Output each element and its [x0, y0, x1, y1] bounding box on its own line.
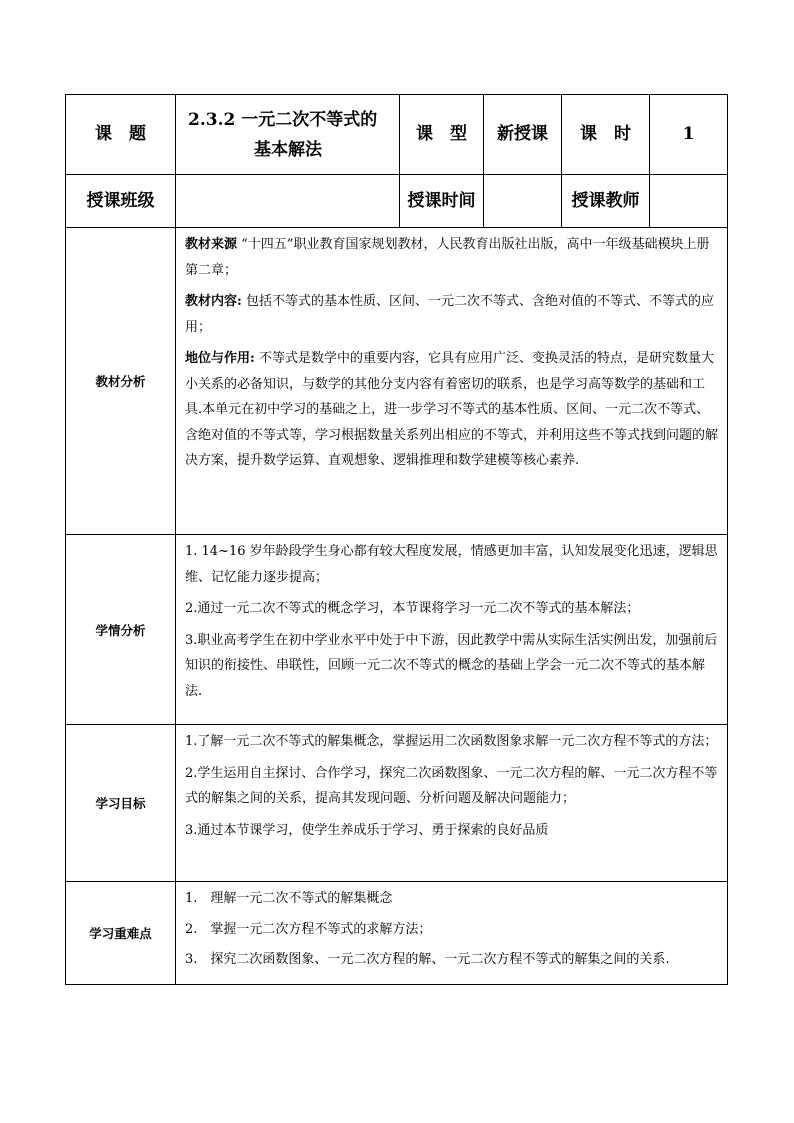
learning-objectives-content [176, 725, 728, 882]
class-label: 授课班级 [66, 175, 176, 228]
textbook-role-para [185, 346, 721, 474]
key-difficulties-row [66, 882, 728, 985]
key-difficulties-label: 学习重难点 [66, 882, 176, 985]
teacher-label: 授课教师 [562, 175, 650, 228]
textbook-role-text: 不等式是数学中的重要内容，它具有应用广泛、变换灵活的特点，是研究数量大小关系的必备知识，与数学的其他分支内容有着密切的联系，也是学习高等数学的基础和工具.本单元在初中学习的基础之上，进一步学习不等式的基本性质、区间、一元二次不等式、含绝对值的不等式等，学习根据数量关系列出相应的不等式，并利用这些不等式找到问题的解决方案，提升数学运算、直观想象、逻辑推理和数学建模等核心素养. [185, 351, 719, 468]
key-difficulties-content [176, 882, 728, 985]
learning-objectives-label: 学习目标 [66, 725, 176, 882]
learner-analysis-content [176, 535, 728, 725]
teacher-value[interactable] [650, 175, 728, 228]
textbook-source-text: “十四五”职业教育国家规划教材，人民教育出版社出版，高中一年级基础模块上册第二章； [185, 237, 710, 278]
learning-objective-item: 3.通过本节课学习，使学生养成乐于学习、勇于探索的良好品质 [185, 822, 549, 838]
time-value[interactable] [484, 175, 562, 228]
learning-objective-item: 1.了解一元二次不等式的解集概念，掌握运用二次函数图象求解一元二次方程不等式的方法； [185, 734, 718, 749]
hours-label: 课 时 [562, 95, 650, 175]
class-value[interactable] [176, 175, 400, 228]
lesson-title-line1: 2.3.2 一元二次不等式的 [188, 109, 378, 130]
learner-analysis-label: 学情分析 [66, 535, 176, 725]
textbook-content-text: 包括不等式的基本性质、区间、一元二次不等式、含绝对值的不等式、不等式的应用； [185, 294, 714, 335]
learning-objectives-row [66, 725, 728, 882]
key-difficulty-item: 3. 探究二次函数图象、一元二次方程的解、一元二次方程不等式的解集之间的关系. [185, 952, 670, 967]
lesson-title-line2: 基本解法 [254, 139, 322, 160]
key-difficulty-item: 1. 理解一元二次不等式的解集概念 [185, 891, 393, 906]
learner-analysis-item: 1. 14~16 岁年龄段学生身心都有较大程度发展，情感更加丰富，认知发展变化迅速，逻辑思维、记忆能力逐步提高； [185, 544, 718, 585]
learner-analysis-item: 2.通过一元二次不等式的概念学习，本节课将学习一元二次不等式的基本解法； [185, 601, 640, 616]
hours-value: 1 [650, 95, 728, 175]
header-row-1 [66, 95, 728, 175]
textbook-source-para [185, 232, 721, 283]
textbook-analysis-row [66, 228, 728, 535]
textbook-content-para [185, 289, 721, 340]
header-row-2 [66, 175, 728, 228]
textbook-analysis-label: 教材分析 [66, 228, 176, 535]
textbook-content-heading: 教材内容: [185, 294, 242, 309]
learning-objective-item: 2.学生运用自主探讨、合作学习，探究二次函数图象、一元二次方程的解、一元二次方程不等式的解集之间的关系，提高其发现问题、分析问题及解决问题能力； [185, 765, 718, 806]
type-value: 新授课 [484, 95, 562, 175]
key-difficulty-item: 2. 掌握一元二次方程不等式的求解方法； [185, 921, 432, 937]
type-label: 课 型 [400, 95, 484, 175]
time-label: 授课时间 [400, 175, 484, 228]
lesson-plan-table [65, 94, 728, 985]
textbook-analysis-content [176, 228, 728, 535]
learner-analysis-row [66, 535, 728, 725]
topic-label: 课 题 [66, 95, 176, 175]
lesson-title-cell [176, 95, 400, 175]
learner-analysis-item: 3.职业高考学生在初中学业水平中处于中下游，因此教学中需从实际生活实例出发，加强前后知识的衔接性、串联性，回顾一元二次不等式的概念的基础上学会一元二次不等式的基本解法. [185, 632, 718, 699]
textbook-source-heading: 教材来源 [185, 237, 238, 252]
textbook-role-heading: 地位与作用: [185, 351, 255, 366]
